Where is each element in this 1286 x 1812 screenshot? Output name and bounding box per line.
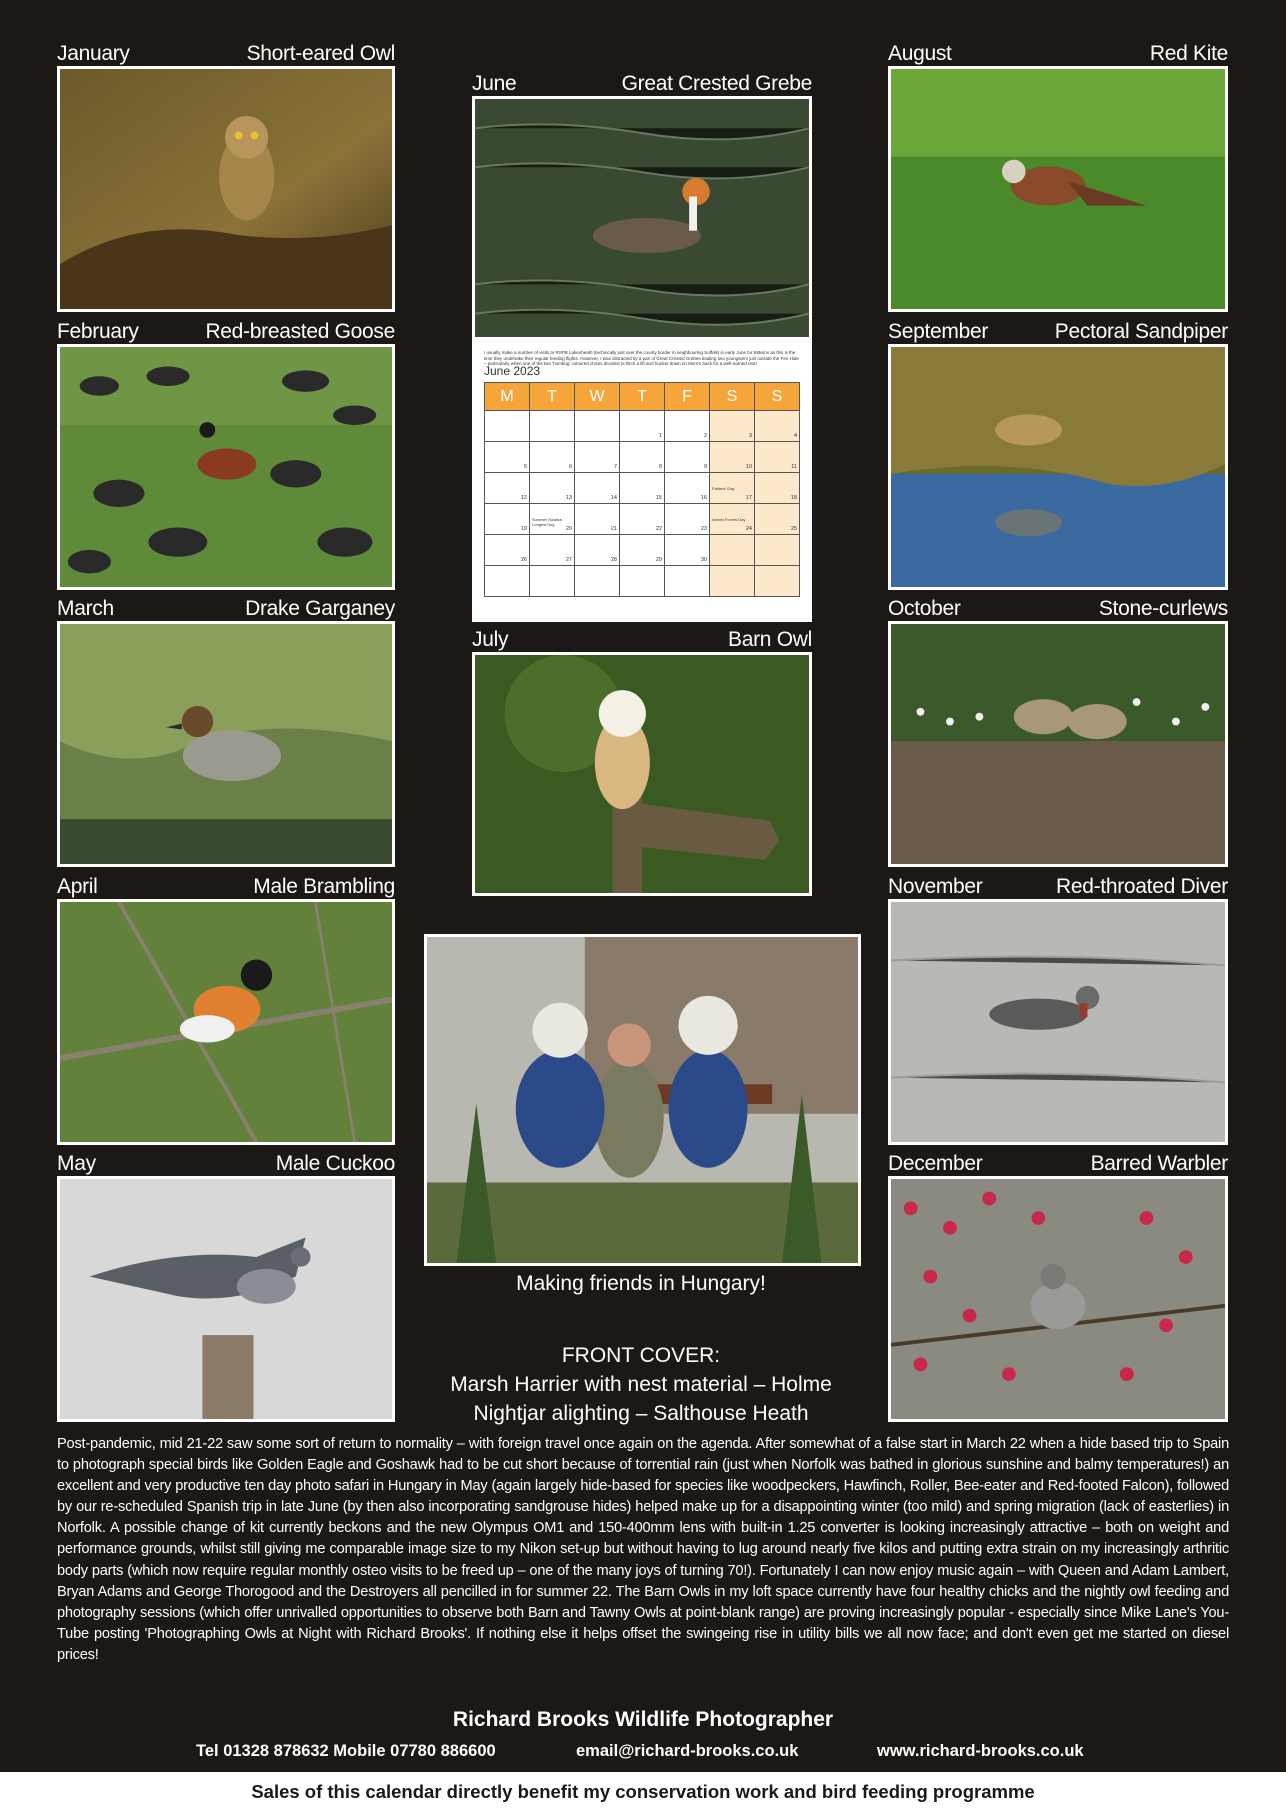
day-cell: 19	[485, 504, 530, 535]
calendar-body	[485, 411, 800, 597]
event-summer-solstice: Summer Solstice Longest Day	[532, 517, 563, 527]
day-cell: 7	[575, 442, 620, 473]
day-cell	[710, 535, 755, 566]
day-cell: 6	[530, 442, 575, 473]
day-cell: 25	[755, 504, 800, 535]
day-cell	[755, 535, 800, 566]
day-cell: 28	[575, 535, 620, 566]
day-cell: 16	[665, 473, 710, 504]
day-cell	[710, 566, 755, 597]
day-cell: 27	[530, 535, 575, 566]
photo-red-breasted-goose	[57, 344, 395, 590]
day-cell: 22	[620, 504, 665, 535]
footer-strip	[0, 1772, 1286, 1812]
day-cell: 23	[665, 504, 710, 535]
day-cell	[485, 411, 530, 442]
calendar-week	[485, 566, 800, 597]
photo-barn-owl	[472, 652, 812, 896]
month-name: October	[888, 597, 961, 620]
month-name: February	[57, 320, 139, 343]
day-cell	[620, 566, 665, 597]
day-cell: 5	[485, 442, 530, 473]
month-july	[472, 624, 812, 896]
bird-name: Red-throated Diver	[1055, 875, 1228, 898]
footer-website-link[interactable]: www.richard-brooks.co.uk	[877, 1742, 1084, 1760]
day-cell: 10	[710, 442, 755, 473]
month-name: July	[472, 628, 509, 651]
month-december	[888, 1148, 1228, 1422]
month-february	[57, 316, 395, 590]
month-name: November	[888, 875, 983, 898]
day-cell	[530, 566, 575, 597]
day-cell: 29	[620, 535, 665, 566]
bird-name: Barn Owl	[728, 628, 812, 651]
photo-male-brambling	[57, 899, 395, 1145]
bird-name: Male Cuckoo	[275, 1152, 395, 1175]
weekday-header: M	[485, 383, 530, 411]
footer-phones: Tel 01328 878632 Mobile 07780 886600	[196, 1742, 496, 1760]
month-name: March	[57, 597, 114, 620]
weekday-header: W	[575, 383, 620, 411]
calendar-week	[485, 442, 800, 473]
bird-name: Short-eared Owl	[246, 42, 395, 65]
month-april	[57, 871, 395, 1145]
day-cell	[755, 566, 800, 597]
june-note: I usually make a number of visits to RSPB Lakenheath (technically just over the county border in neighbouring Suffolk) in early June for Bitterns as this is the time they undertake their regular feeding flights. However, I was distracted by a pair of Great Crested Grebes leading two youngsters just outside the Fen Hide – particularly when one of the two 'humbug' coloured chicks decided to hitch a lift and hunker down on Mum's back for a well-earned rest!	[484, 350, 799, 366]
day-cell	[710, 504, 755, 535]
month-january	[57, 38, 395, 312]
calendar-week	[485, 535, 800, 566]
weekday-header: S	[710, 383, 755, 411]
month-name: May	[57, 1152, 96, 1175]
day-cell: 9	[665, 442, 710, 473]
body-text: Post-pandemic, mid 21-22 saw some sort of return to normality – with foreign travel once again on the agenda. After somewhat of a false start in March 22 when a hide based trip to Spain to photograph special birds like Golden Eagle and Goshawk had to be cut short because of torrential rain (just when Norfolk was bathed in glorious sunshine and balmy temperatures!) an excellent and very productive ten day photo safari in Hungary in May (again largely hide-based for species like woodpeckers, Hawfinch, Roller, Bee-eater and Red-footed Falcon), followed by our re-scheduled Spanish trip in late June (by then also incorporating sandgrouse hides) helped make up for a disappointing winter (too mild) and spring migration (lack of easterlies) in Norfolk. A possible change of kit currently beckons and the new Olympus OM1 and 150-400mm lens with built-in 1.25 converter is looking increasingly attractive – both on weight and performance grounds, whilst still giving me comparable image size to my Nikon set-up but without having to lug around nearly five kilos and putting extra strain on my increasingly arthritic body parts (which now require regular monthly osteo visits to be freed up – one of the many joys of turning 70!). Fortunately I can now enjoy music again – with Queen and Adam Lambert, Bryan Adams and George Thorogood and the Destroyers all pencilled in for summer 22. The Barn Owls in my loft space currently have four healthy chicks and the nightly owl feeding and photography sessions (which offer unrivalled opportunities to observe both Barn and Tawny Owls at point-blank range) are proving increasingly popular - especially since Mike Lane's You-Tube posting 'Photographing Owls at Night with Richard Brooks'. If nothing else it helps offset the swingeing rise in utility bills we all now face; and don't even get me started on diesel prices!	[57, 1436, 1229, 1663]
weekday-header: S	[755, 383, 800, 411]
month-august	[888, 38, 1228, 312]
day-number: 20	[565, 526, 572, 532]
month-march	[57, 593, 395, 867]
june-calendar-grid	[484, 382, 800, 597]
day-cell	[575, 566, 620, 597]
event-fathers-day: Fathers' Day	[712, 486, 735, 491]
day-cell	[485, 566, 530, 597]
day-cell	[710, 473, 755, 504]
day-number: 17	[745, 495, 752, 501]
day-cell: 8	[620, 442, 665, 473]
june-calendar-label: June 2023	[484, 364, 541, 378]
calendar-week	[485, 411, 800, 442]
month-september	[888, 316, 1228, 590]
bird-name: Great Crested Grebe	[621, 72, 812, 95]
bird-name: Stone-curlews	[1098, 597, 1228, 620]
event-armed-forces-day: Armed Forces Day	[712, 517, 746, 522]
month-june	[472, 68, 812, 622]
bird-name: Drake Garganey	[245, 597, 395, 620]
footer-strip-text: Sales of this calendar directly benefit my conservation work and bird feeding programme	[251, 1781, 1035, 1802]
day-cell: 12	[485, 473, 530, 504]
month-may	[57, 1148, 395, 1422]
photo-male-cuckoo	[57, 1176, 395, 1422]
day-cell: 13	[530, 473, 575, 504]
bird-name: Pectoral Sandpiper	[1054, 320, 1228, 343]
day-cell: 11	[755, 442, 800, 473]
feature-caption: Making friends in Hungary!	[516, 1272, 766, 1295]
day-cell: 1	[620, 411, 665, 442]
front-cover-line-1: Marsh Harrier with nest material – Holme	[450, 1373, 832, 1396]
month-name: April	[57, 875, 98, 898]
weekday-header: T	[530, 383, 575, 411]
bird-name: Red-breasted Goose	[205, 320, 395, 343]
june-calendar-page	[472, 96, 812, 622]
day-cell: 18	[755, 473, 800, 504]
photographer-name: Richard Brooks Wildlife Photographer	[452, 1708, 834, 1731]
month-name: August	[888, 42, 952, 65]
day-cell: 4	[755, 411, 800, 442]
bird-name: Barred Warbler	[1090, 1152, 1228, 1175]
photo-great-crested-grebe	[472, 96, 812, 340]
day-cell	[665, 566, 710, 597]
day-cell	[575, 411, 620, 442]
day-cell: 2	[665, 411, 710, 442]
day-cell: 26	[485, 535, 530, 566]
month-name: September	[888, 320, 989, 343]
photo-drake-garganey	[57, 621, 395, 867]
bird-name: Red Kite	[1149, 42, 1228, 65]
bird-name: Male Brambling	[253, 875, 395, 898]
weekday-header: T	[620, 383, 665, 411]
day-number: 24	[745, 526, 752, 532]
month-name: December	[888, 1152, 983, 1175]
photo-red-kite	[888, 66, 1228, 312]
day-cell: 14	[575, 473, 620, 504]
photo-red-throated-diver	[888, 899, 1228, 1145]
photo-stone-curlews	[888, 621, 1228, 867]
day-cell: 21	[575, 504, 620, 535]
photo-making-friends-in-hungary	[424, 934, 861, 1266]
month-name: June	[472, 72, 517, 95]
day-cell: 3	[710, 411, 755, 442]
calendar-week	[485, 473, 800, 504]
month-name: January	[57, 42, 130, 65]
photo-pectoral-sandpiper	[888, 344, 1228, 590]
front-cover-line-2: Nightjar alighting – Salthouse Heath	[473, 1402, 809, 1425]
calendar-week	[485, 504, 800, 535]
day-cell: 30	[665, 535, 710, 566]
photo-short-eared-owl	[57, 66, 395, 312]
day-cell	[530, 411, 575, 442]
day-cell	[530, 504, 575, 535]
footer-email-link[interactable]: email@richard-brooks.co.uk	[576, 1742, 799, 1760]
photo-barred-warbler	[888, 1176, 1228, 1422]
month-october	[888, 593, 1228, 867]
month-november	[888, 871, 1228, 1145]
day-cell: 15	[620, 473, 665, 504]
front-cover-title: FRONT COVER:	[561, 1344, 721, 1367]
weekday-header: F	[665, 383, 710, 411]
